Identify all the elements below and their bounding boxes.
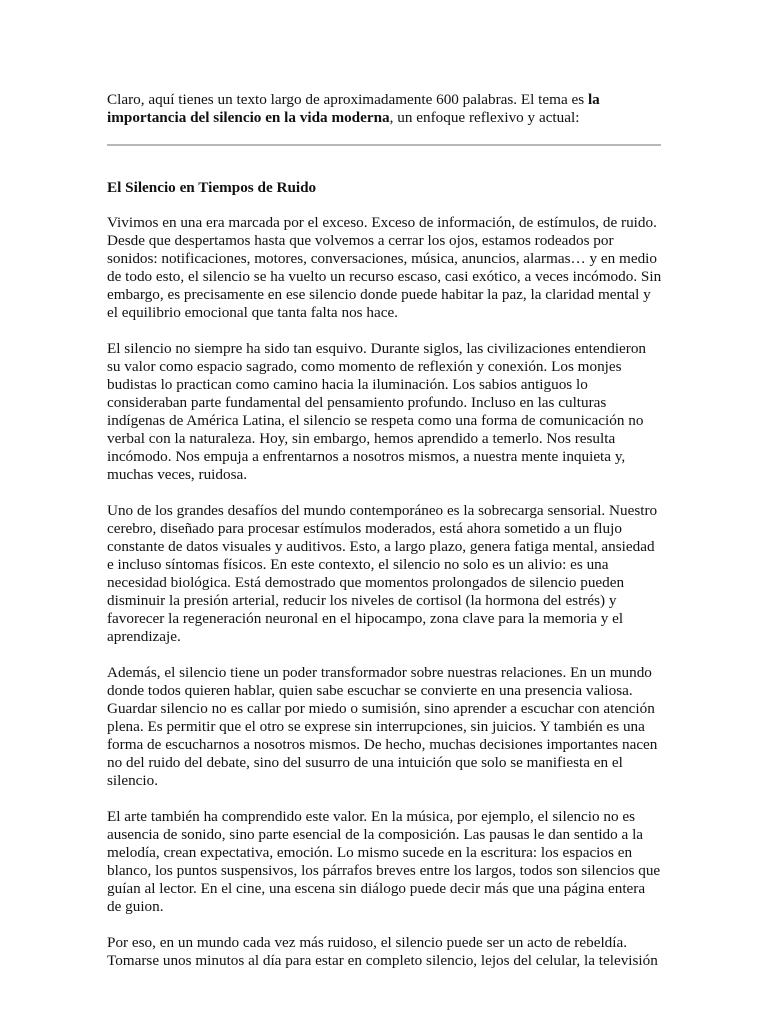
intro-paragraph (107, 91, 663, 127)
intro-text-start: Claro, aquí tienes un texto largo de aproximadamente 600 palabras. El tema es (107, 91, 588, 108)
horizontal-rule (107, 144, 661, 146)
article-paragraph-5: El arte también ha comprendido este valor. En la música, por ejemplo, el silencio no es ausencia de sonido, sino parte esencial de la composición. Las pausas le dan sentido a la melodía, crean expectativa, emoción. Lo mismo sucede en la escritura: los espacios en blanco, los puntos suspensivos, los párrafos breves entre los largos, todos son silencios que guían al lector. En el cine, una escena sin diálogo puede decir más que una página entera de guion. (107, 808, 661, 915)
article-paragraph-4: Además, el silencio tiene un poder transformador sobre nuestras relaciones. En un mundo donde todos quieren hablar, quien sabe escuchar se convierte en una presencia valiosa. Guardar silencio no es callar por miedo o sumisión, sino aprender a escuchar con atención plena. Es permitir que el otro se exprese sin interrupciones, sin juicios. Y también es una forma de escucharnos a nosotros mismos. De hecho, muchas decisiones importantes nacen no del ruido del debate, sino del susurro de una intuición que solo se manifiesta en el silencio. (107, 664, 658, 789)
article-title: El Silencio en Tiempos de Ruido (107, 179, 317, 196)
article-paragraph-3: Uno de los grandes desafíos del mundo contemporáneo es la sobrecarga sensorial. Nuestro cerebro, diseñado para procesar estímulos moderados, está ahora sometido a un flujo constante de datos visuales y auditivos. Esto, a largo plazo, genera fatiga mental, ansiedad e incluso síntomas físicos. En este contexto, el silencio no solo es un alivio: es una necesidad biológica. Está demostrado que momentos prolongados de silencio pueden disminuir la presión arterial, reducir los niveles de cortisol (la hormona del estrés) y favorecer la regeneración neuronal en el hipocampo, zona clave para la memoria y el aprendizaje. (107, 502, 658, 645)
intro-text-end: , un enfoque reflexivo y actual: (389, 109, 580, 126)
article-paragraph-1: Vivimos en una era marcada por el exceso. Exceso de información, de estímulos, de ruido. Desde que despertamos hasta que volvemos a cerrar los ojos, estamos rodeados por sonidos: notificaciones, motores, conversaciones, música, anuncios, alarmas… y en medio de todo esto, el silencio se ha vuelto un recurso escaso, casi exótico, a veces incómodo. Sin embargo, es precisamente en ese silencio donde puede habitar la paz, la claridad mental y el equilibrio emocional que tanta falta nos hace. (107, 214, 662, 321)
article-paragraph-6: Por eso, en un mundo cada vez más ruidoso, el silencio puede ser un acto de rebeldía. Tomarse unos minutos al día para estar en completo silencio, lejos del celular, la televisión (107, 934, 658, 969)
article-paragraph-2: El silencio no siempre ha sido tan esquivo. Durante siglos, las civilizaciones entendieron su valor como espacio sagrado, como momento de reflexión y conexión. Los monjes budistas lo practican como camino hacia la iluminación. Los sabios antiguos lo consideraban parte fundamental del pensamiento profundo. Incluso en las culturas indígenas de América Latina, el silencio se respeta como una forma de comunicación no verbal con la naturaleza. Hoy, sin embargo, hemos aprendido a temerlo. Nos resulta incómodo. Nos empuja a enfrentarnos a nosotros mismos, a nuestra mente inquieta y, muchas veces, ruidosa. (107, 340, 647, 483)
intro-topic-bold: la importancia del silencio en la vida moderna (107, 91, 600, 126)
document-page (107, 91, 663, 970)
